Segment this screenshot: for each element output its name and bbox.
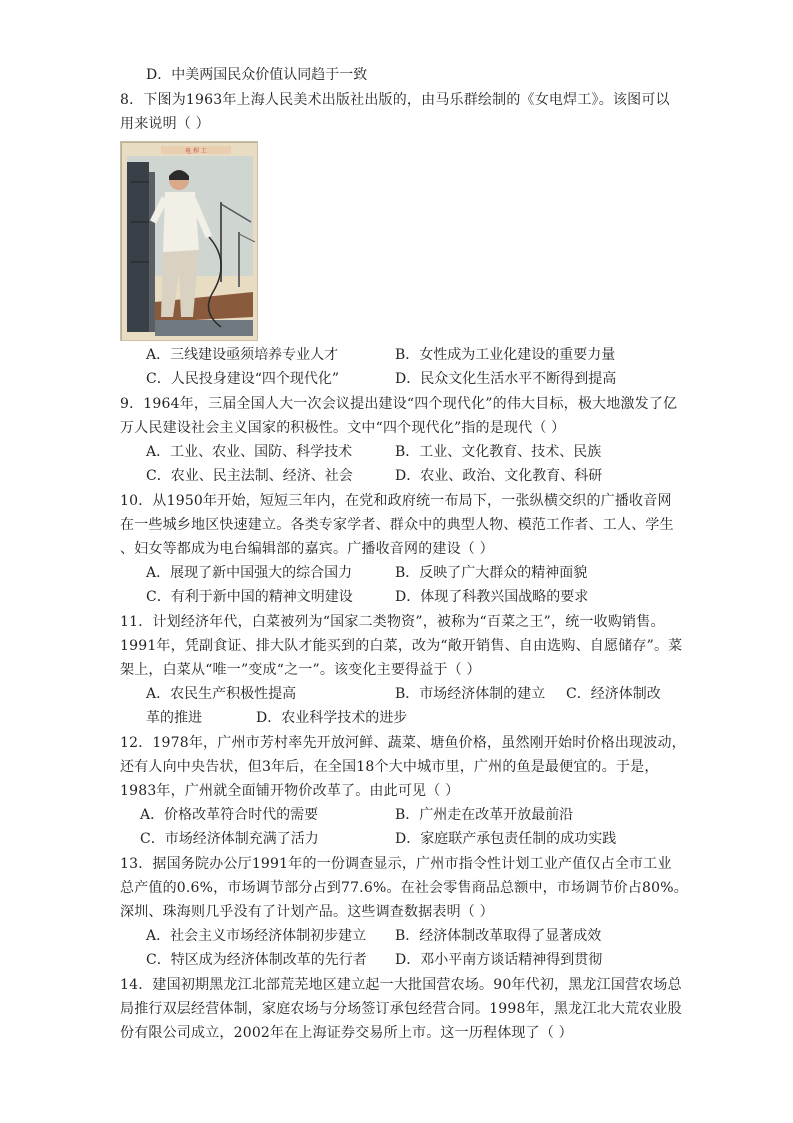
- q10-option-a: A．展现了新中国强大的综合国力: [146, 565, 353, 581]
- female-welder-poster-illustration: [121, 142, 258, 341]
- poster-image: [120, 141, 258, 341]
- q12-option-b: B．广州走在改革开放最前沿: [395, 807, 574, 823]
- q9-option-d: D．农业、政治、文化教育、科研: [395, 468, 603, 484]
- q13-stem-line1: 13．据国务院办公厅1991年的一份调查显示，广州市指令性计划工业产值仅占全市工业: [120, 856, 672, 872]
- q13-option-b: B．经济体制改革取得了显著成效: [395, 928, 602, 944]
- q11-option-b: B．市场经济体制的建立: [395, 686, 546, 702]
- q10-option-c: C．有利于新中国的精神文明建设: [146, 589, 353, 605]
- q11-option-d: D．农业科学技术的进步: [256, 710, 408, 726]
- q12-option-d: D．家庭联产承包责任制的成功实践: [395, 831, 617, 847]
- q10-option-b: B．反映了广大群众的精神面貌: [395, 565, 588, 581]
- q12-stem-line1: 12．1978年，广州市芳村率先开放河鲜、蔬菜、塘鱼价格，虽然刚开始时价格出现波动，: [120, 735, 686, 751]
- q12-option-a: A．价格改革符合时代的需要: [140, 807, 319, 823]
- q14-stem-line1: 14．建国初期黑龙江北部荒芜地区建立起一大批国营农场。90年代初，黑龙江国营农场总: [120, 977, 682, 993]
- q10-stem-line1: 10．从1950年开始，短短三年内，在党和政府统一布局下，一张纵横交织的广播收音网: [120, 493, 672, 509]
- q8-stem-line1: 8．下图为1963年上海人民美术出版社出版的，由马乐群绘制的《女电焊工》。该图可以: [120, 92, 670, 108]
- q12-stem-line3: 1983年，广州就全面铺开物价改革了。由此可见（ ）: [120, 783, 460, 799]
- q11-stem-line3: 架上，白菜从“唯一”变成“之一”。该变化主要得益于（ ）: [120, 662, 481, 678]
- svg-text:电 焊 工: 电 焊 工: [185, 148, 207, 155]
- q9-stem-line1: 9．1964年，三届全国人大一次会议提出建设“四个现代化”的伟大目标，极大地激发了亿: [120, 396, 678, 412]
- q9-option-c: C．农业、民主法制、经济、社会: [146, 468, 353, 484]
- q8-option-c: C．人民投身建设“四个现代化”: [146, 371, 340, 387]
- q12-stem-line2: 还有人向中央告状，但3年后，在全国18个大中城市里，广州的鱼是最便宜的。于是，: [120, 759, 659, 775]
- q9-option-b: B．工业、文化教育、技术、民族: [395, 444, 602, 460]
- q10-option-d: D．体现了科教兴国战略的要求: [395, 589, 589, 605]
- q13-option-c: C．特区成为经济体制改革的先行者: [146, 952, 367, 968]
- q8-stem-line2: 用来说明（ ）: [120, 116, 210, 132]
- q14-stem-line3: 份有限公司成立，2002年在上海证券交易所上市。这一历程体现了（ ）: [120, 1025, 573, 1041]
- q14-stem-line2: 局推行双层经营体制，家庭农场与分场签订承包经营合同。1998年，黑龙江北大荒农业股: [120, 1001, 682, 1017]
- q8-option-d: D．民众文化生活水平不断得到提高: [395, 371, 617, 387]
- q9-option-a: A．工业、农业、国防、科学技术: [146, 444, 353, 460]
- q10-stem-line2: 在一些城乡地区快速建立。各类专家学者、群众中的典型人物、模范工作者、工人、学生: [120, 517, 674, 533]
- q10-stem-line3: 、妇女等都成为电台编辑部的嘉宾。广播收音网的建设（ ）: [120, 541, 494, 557]
- q7-option-d: D．中美两国民众价值认同趋于一致: [146, 67, 368, 83]
- q9-stem-line2: 万人民建设社会主义国家的积极性。文中“四个现代化”指的是现代（ ）: [120, 420, 566, 436]
- q13-stem-line2: 总产值的0.6%，市场调节部分占到77.6%。在社会零售商品总额中，市场调节价占80%。: [120, 880, 688, 896]
- q8-option-a: A．三线建设亟须培养专业人才: [146, 347, 339, 363]
- q8-option-b: B．女性成为工业化建设的重要力量: [395, 347, 616, 363]
- q13-stem-line3: 深圳、珠海则几乎没有了计划产品。这些调查数据表明（ ）: [120, 904, 494, 920]
- q13-option-a: A．社会主义市场经济体制初步建立: [146, 928, 367, 944]
- q11-stem-line1: 11．计划经济年代，白菜被列为“国家二类物资”，被称为“百菜之王”，统一收购销售。: [120, 614, 665, 630]
- q11-stem-line2: 1991年，凭副食证、排大队才能买到的白菜，改为“敞开销售、自由选购、自愿储存”。菜: [120, 638, 683, 654]
- q11-option-c-continued: 革的推进: [146, 710, 202, 726]
- q13-option-d: D．邓小平南方谈话精神得到贯彻: [395, 952, 603, 968]
- q12-option-c: C．市场经济体制充满了活力: [140, 831, 319, 847]
- q11-option-c: C．经济体制改: [566, 686, 661, 702]
- q11-option-a: A．农民生产积极性提高: [146, 686, 297, 702]
